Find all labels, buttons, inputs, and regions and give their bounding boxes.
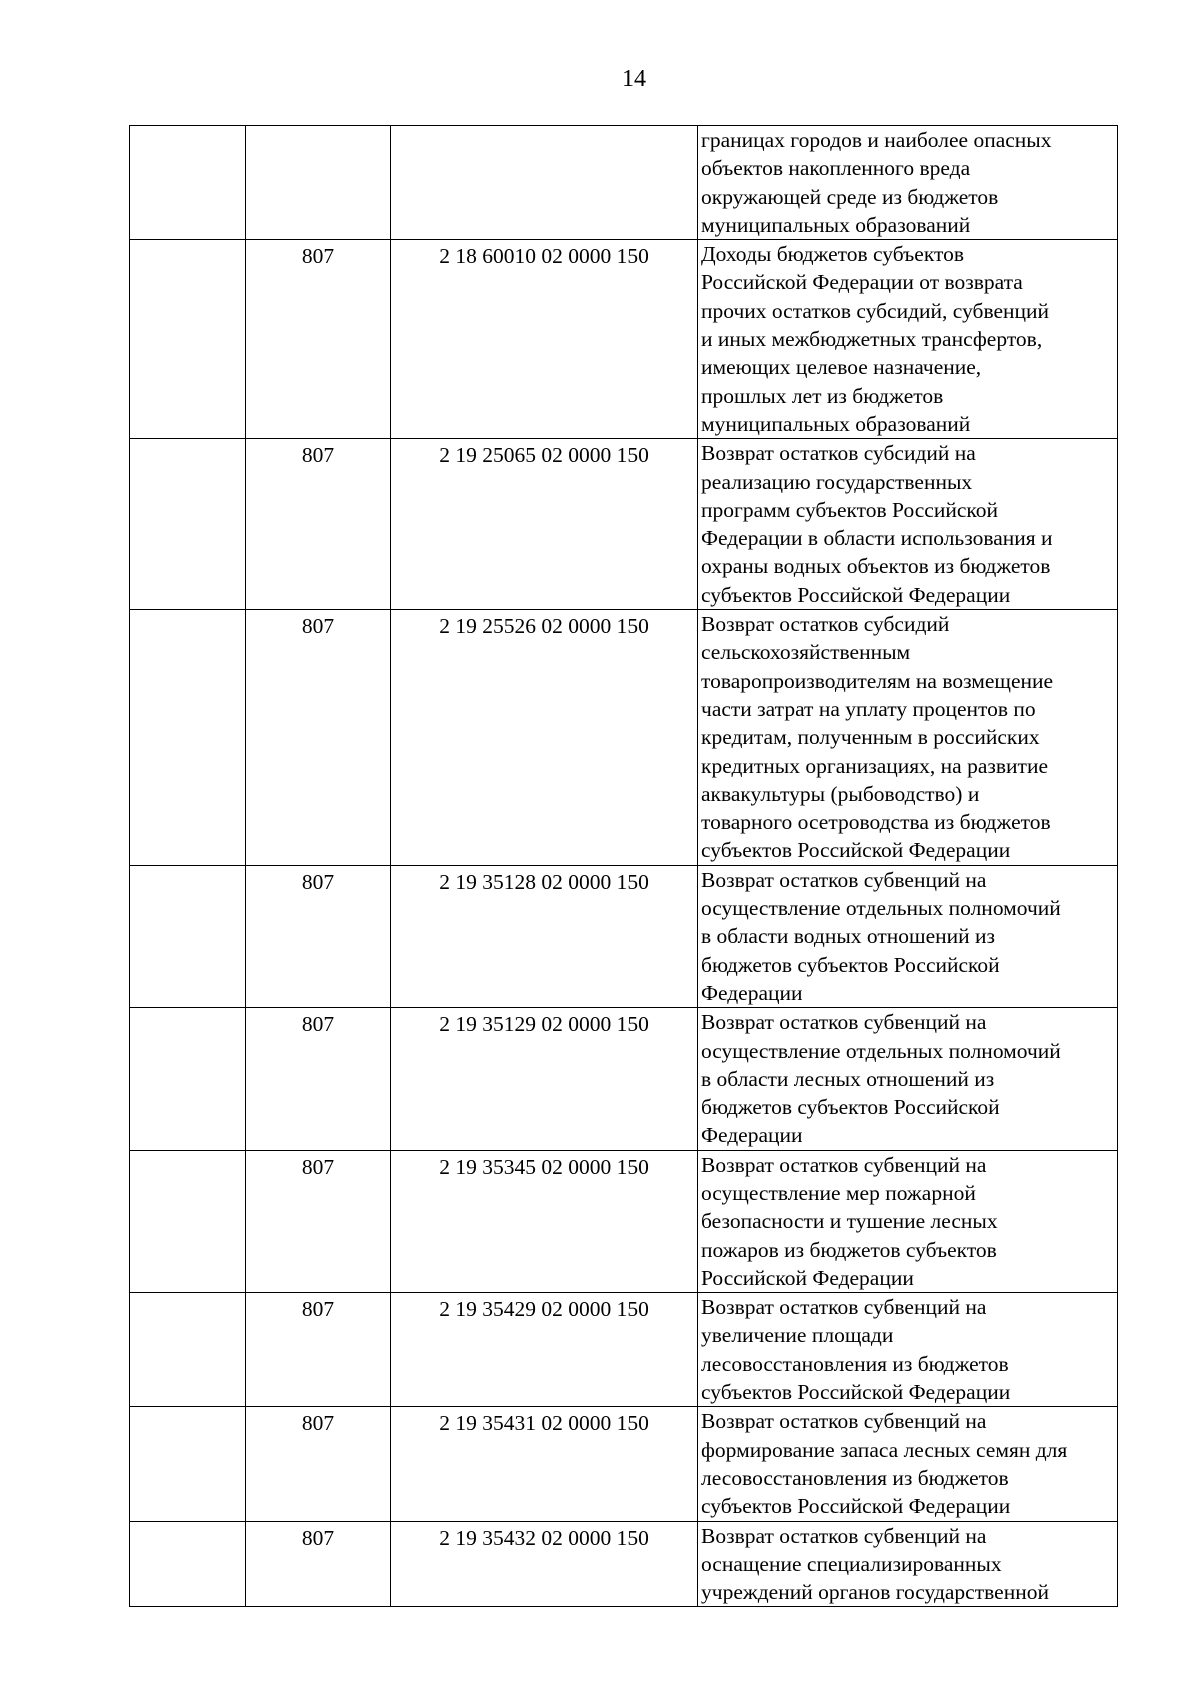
empty-cell [130,1521,246,1607]
description-line: субъектов Российской Федерации [701,1380,1011,1405]
description-line: субъектов Российской Федерации [701,582,1011,607]
empty-cell [130,1293,246,1407]
description-line: Российской Федерации от возврата [701,270,1023,295]
table-row [130,240,1118,439]
empty-cell [130,1008,246,1150]
description-line: Доходы бюджетов субъектов [701,242,965,267]
description-cell [698,126,1118,240]
description-line: части затрат на уплату процентов по [701,696,1036,721]
description-line: в области лесных отношений из [701,1066,995,1091]
admin-code-cell [246,126,391,240]
description-line: Возврат остатков субвенций на [701,1295,987,1320]
description-line: субъектов Российской Федерации [701,1494,1011,1519]
description-line: осуществление мер пожарной [701,1180,976,1205]
budget-code-cell [391,1293,698,1407]
admin-code-cell [246,610,391,866]
admin-code: 807 [301,1525,335,1550]
description-line: лесовосстановления из бюджетов [701,1351,1009,1376]
admin-code: 807 [301,1297,335,1322]
description-line: границах городов и наиболее опасных [701,128,1052,152]
description-cell [698,865,1118,1007]
description-line: охраны водных объектов из бюджетов [701,554,1051,579]
admin-code: 807 [301,443,335,468]
description-cell [698,610,1118,866]
description-cell [698,1521,1118,1607]
budget-classification-code: 2 19 35128 02 0000 150 [439,869,649,894]
table-row [130,1407,1118,1521]
admin-code: 807 [301,1154,335,1179]
description-line: Возврат остатков субсидий на [701,441,976,466]
description-line: безопасности и тушение лесных [701,1209,998,1234]
table-row [130,439,1118,610]
description-cell [698,1150,1118,1292]
description-line: Федерации в области использования и [701,526,1053,551]
budget-code-cell [391,126,698,240]
budget-classification-code: 2 19 35431 02 0000 150 [439,1411,649,1436]
description-line: товаропроизводителям на возмещение [701,668,1054,693]
table-row [130,610,1118,866]
admin-code-cell [246,1150,391,1292]
table-body [130,126,1118,1607]
description-line: сельскохозяйственным [701,640,911,665]
description-line: Возврат остатков субвенций на [701,1152,987,1177]
description-line: формирование запаса лесных семян для [701,1437,1068,1462]
budget-code-cell [391,610,698,866]
budget-classification-code: 2 19 35429 02 0000 150 [439,1297,649,1322]
description-line: прочих остатков субсидий, субвенций [701,298,1050,323]
description-line: прошлых лет из бюджетов [701,383,944,408]
admin-code-cell [246,1008,391,1150]
description-line: Возврат остатков субвенций на [701,867,987,892]
description-line: Возврат остатков субвенций на [701,1010,987,1035]
admin-code: 807 [301,614,335,639]
description-line: реализацию государственных [701,469,973,494]
admin-code-cell [246,1521,391,1607]
budget-code-cell [391,240,698,439]
description-line: Возврат остатков субвенций на [701,1523,987,1548]
description-line: учреждений органов государственной [701,1580,1049,1605]
description-cell [698,1008,1118,1150]
description-cell [698,240,1118,439]
description-line: субъектов Российской Федерации [701,838,1011,863]
description-line: объектов накопленного вреда [701,156,971,181]
description-cell [698,1293,1118,1407]
description-line: кредитам, полученным в российских [701,725,1040,750]
admin-code: 807 [301,1411,335,1436]
description-line: аквакультуры (рыбоводство) и [701,781,980,806]
description-line: Возврат остатков субсидий [701,612,950,637]
description-line: Федерации [701,1123,803,1148]
admin-code-cell [246,865,391,1007]
admin-code-cell [246,240,391,439]
description-line: осуществление отдельных полномочий [701,896,1061,921]
budget-classification-code: 2 19 35432 02 0000 150 [439,1525,649,1550]
table-row [130,865,1118,1007]
table-row [130,1293,1118,1407]
budget-code-cell [391,865,698,1007]
description-line: бюджетов субъектов Российской [701,1095,1000,1120]
table-row [130,1150,1118,1292]
budget-classification-code: 2 19 35129 02 0000 150 [439,1012,649,1037]
empty-cell [130,1150,246,1292]
admin-code-cell [246,439,391,610]
table-row [130,1008,1118,1150]
description-line: имеющих целевое назначение, [701,355,982,380]
table-row [130,1521,1118,1607]
description-line: муниципальных образований [701,411,971,436]
admin-code-cell [246,1293,391,1407]
description-line: и иных межбюджетных трансфертов, [701,327,1043,352]
description-line: Российской Федерации [701,1265,914,1290]
description-line: программ субъектов Российской [701,497,999,522]
description-line: пожаров из бюджетов субъектов [701,1237,997,1262]
description-line: в области водных отношений из [701,924,996,949]
description-line: Возврат остатков субвенций на [701,1409,987,1434]
budget-code-cell [391,1150,698,1292]
admin-code: 807 [301,869,335,894]
empty-cell [130,240,246,439]
table-row [130,126,1118,240]
description-cell [698,439,1118,610]
description-line: осуществление отдельных полномочий [701,1038,1061,1063]
empty-cell [130,610,246,866]
page-number: 14 [622,66,646,92]
budget-classification-code: 2 19 35345 02 0000 150 [439,1154,649,1179]
empty-cell [130,865,246,1007]
description-line: лесовосстановления из бюджетов [701,1465,1009,1490]
empty-cell [130,439,246,610]
description-line: кредитных организациях, на развитие [701,753,1048,778]
empty-cell [130,126,246,240]
description-line: бюджетов субъектов Российской [701,952,1000,977]
description-line: муниципальных образований [701,212,971,237]
empty-cell [130,1407,246,1521]
budget-classification-code: 2 19 25526 02 0000 150 [439,614,649,639]
description-line: Федерации [701,980,803,1005]
budget-code-cell [391,439,698,610]
budget-code-cell [391,1008,698,1150]
admin-code: 807 [301,1012,335,1037]
budget-classification-code: 2 19 25065 02 0000 150 [439,443,649,468]
revenue-codes-table [129,125,1118,1607]
admin-code-cell [246,1407,391,1521]
budget-code-cell [391,1407,698,1521]
description-cell [698,1407,1118,1521]
description-line: товарного осетроводства из бюджетов [701,810,1051,835]
description-line: оснащение специализированных [701,1551,1002,1576]
description-line: окружающей среде из бюджетов [701,184,999,209]
admin-code: 807 [301,244,335,269]
budget-classification-code: 2 18 60010 02 0000 150 [439,244,649,269]
budget-code-cell [391,1521,698,1607]
description-line: увеличение площади [701,1323,894,1348]
